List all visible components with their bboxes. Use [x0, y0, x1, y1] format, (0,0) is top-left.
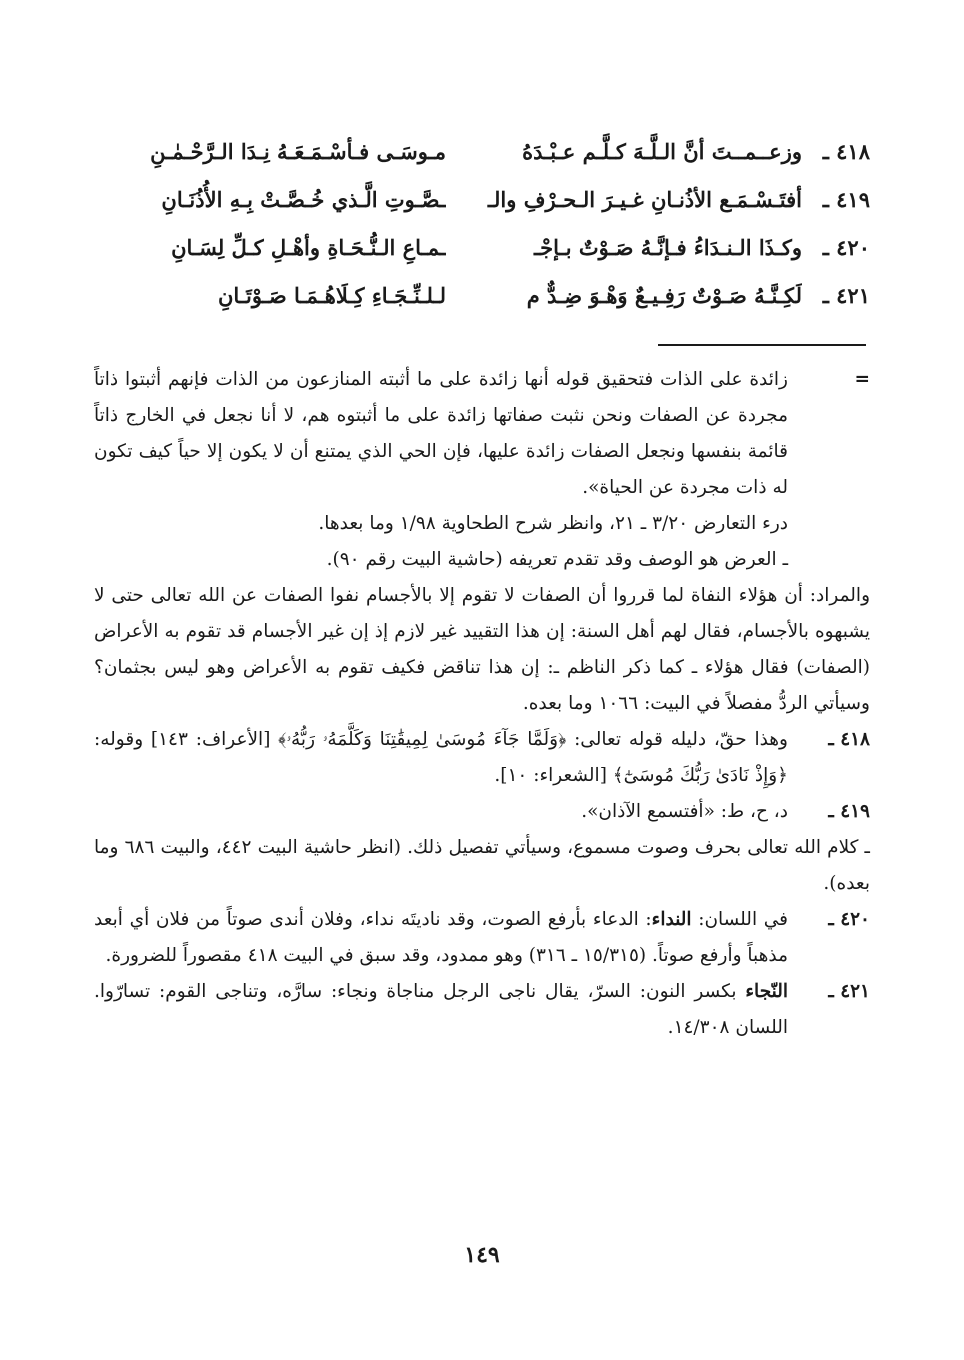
verse-first-hemistich: لَكِـنَّـهُ صَـوْتٌ رَفِـيـعٌ وَهْـوَ ضِـدٌّ م [526, 283, 802, 308]
verse-420 [90, 224, 870, 272]
page-number: ١٤٩ [464, 1242, 500, 1268]
defined-term: النداء [651, 909, 692, 930]
footnote-text: درء التعارض ٣/٢٠ ـ ٢١، وانظر شرح الطحاوية ١/٩٨ وما بعدها. [318, 513, 788, 534]
footnote-text [94, 902, 788, 974]
footnote-419 [94, 794, 870, 830]
footnote-text: د، ح، ط: «أفتسمع الآذان». [581, 801, 788, 822]
verse-421 [90, 272, 870, 320]
footnote-reference [94, 506, 870, 542]
verse-number: ٤١٨ ـ [822, 139, 870, 164]
footnote-text: ـ كلام الله تعالى بحرف وصوت مسموع، وسيأتي تفصيل ذلك. (انظر حاشية البيت ٤٤٢، والبيت ٦٨٦ وما بعده). [94, 837, 870, 894]
text-prefix: في اللسان: [691, 909, 789, 930]
footnote-text: والمراد: أن هؤلاء النفاة لما قرروا أن الصفات لا تقوم إلا بالأجسام نفوا الصفات عن الله تعالى حتى لا يشبهوه بالأجسام، فقال لهم أهل السنة: إن هذا التقييد غير لازم إذ إن غير الأجسام قد تقوم به الأعراض (الصفات) فقال هؤلاء ـ كما ذكر الناظم ـ: إن هذا تناقض فكيف تقوم به الأعراض وهو ليس بجثمان؟ وسيأتي الردُّ مفصلاً في البيت: ١٠٦٦ وما بعده. [94, 585, 870, 714]
footnote-subnote [94, 542, 870, 578]
poem-verses [90, 128, 870, 320]
footnote-number: ٤٢٠ ـ [828, 909, 870, 930]
footnote-420 [94, 902, 870, 974]
verse-number: ٤٢١ ـ [822, 283, 870, 308]
verse-first-hemistich: أفتَـسْـمَـع الأذُنـانِ غـيـرَ الـحـرْفِ والـ [487, 187, 802, 212]
verse-second-hemistich: ـمـاعِ الـنُّـحَـاةِ وأهْـلِ كـلِّ لِسَـانِ [171, 235, 446, 260]
footnote-text: ـ العرض هو الوصف وقد تقدم تعريفه (حاشية البيت رقم ٩٠). [326, 549, 788, 570]
footnote-number: ٤١٨ ـ [828, 729, 870, 750]
defined-term: النّجاء [745, 981, 788, 1002]
footnote-text [94, 974, 788, 1046]
verse-first-hemistich: وكـذَا الـنـدَاءُ فـإنَّـهُ صَـوْتٌ بـإجْـ [534, 235, 802, 260]
footnote-text: زائدة على الذات فتحقيق قوله أنها زائدة على ما أثبته المنازعون من الذات فإنهم أثبتوا ذاتاً مجردة عن الصفات ونحن نثبت صفاتها زائدة على ما أثبتوه هم، لا أنا نجعل في الخارج ذاتاً قائمة بنفسها ونجعل الصفات زائدة عليها، فإن الحي الذي يمتنع أن لا يكون إلا حياً كيف تكون له ذات مجردة عن الحياة». [94, 369, 788, 498]
verse-419 [90, 176, 870, 224]
verse-418 [90, 128, 870, 176]
footnote-421 [94, 974, 870, 1046]
definition-text: بكسر النون: السرّ، يقال ناجى الرجل مناجاة ونجاء: سارَّه، وتناجى القوم: تسارّوا. اللسان ١٤/٣٠٨. [94, 981, 788, 1038]
verse-second-hemistich: مـوسَـى فـأسْـمَـعَـهُ نِـدَا الـرَّحْـمٰـنِ [150, 139, 446, 164]
footnote-text: وهذا حقّ، دليله قوله تعالى: ﴿وَلَمَّا جَآءَ مُوسَىٰ لِمِيقَٰتِنَا وَكَلَّمَهُۥ رَبُّهُۥ﴾ [الأعراف: ١٤٣] وقوله: ﴿وَإِذْ نَادَىٰ رَبُّكَ مُوسَىٰٓ﴾ [الشعراء: ١٠]. [94, 729, 788, 786]
continuation-mark: = [854, 369, 870, 390]
footnote-paragraph [94, 578, 870, 722]
verse-number: ٤١٩ ـ [822, 187, 870, 212]
footnote-subnote [94, 830, 870, 902]
verse-number: ٤٢٠ ـ [822, 235, 870, 260]
footnote-418 [94, 722, 870, 794]
verse-second-hemistich: ـصَّـوتِ الَّـذي خُـصَّـتْ بِـهِ الأُذُنَـانِ [161, 187, 446, 212]
footnote-number: ٤١٩ ـ [828, 801, 870, 822]
definition-text: : الدعاء بأرفع الصوت، وقد ناديتَه نداء، وفلان أندى صوتاً من فلان أي أبعد مذهباً وأرفع صوتاً. (١٥/٣١٥ ـ ٣١٦) وهو ممدود، وقد سبق في البيت ٤١٨ مقصوراً للضرورة. [94, 909, 788, 966]
verse-second-hemistich: لـلـنِّـجَـاءِ كِـلَاهُـمَـا صَـوْتَـانِ [218, 283, 446, 308]
footnote-separator [658, 344, 866, 346]
footnote-number: ٤٢١ ـ [828, 981, 870, 1002]
verse-first-hemistich: وزعــمــتَ أنَّ الـلَّـهَ كـلَّـم عـبْـدَهُ [522, 139, 802, 164]
footnote-continuation [94, 362, 870, 506]
footnotes [94, 362, 870, 1046]
